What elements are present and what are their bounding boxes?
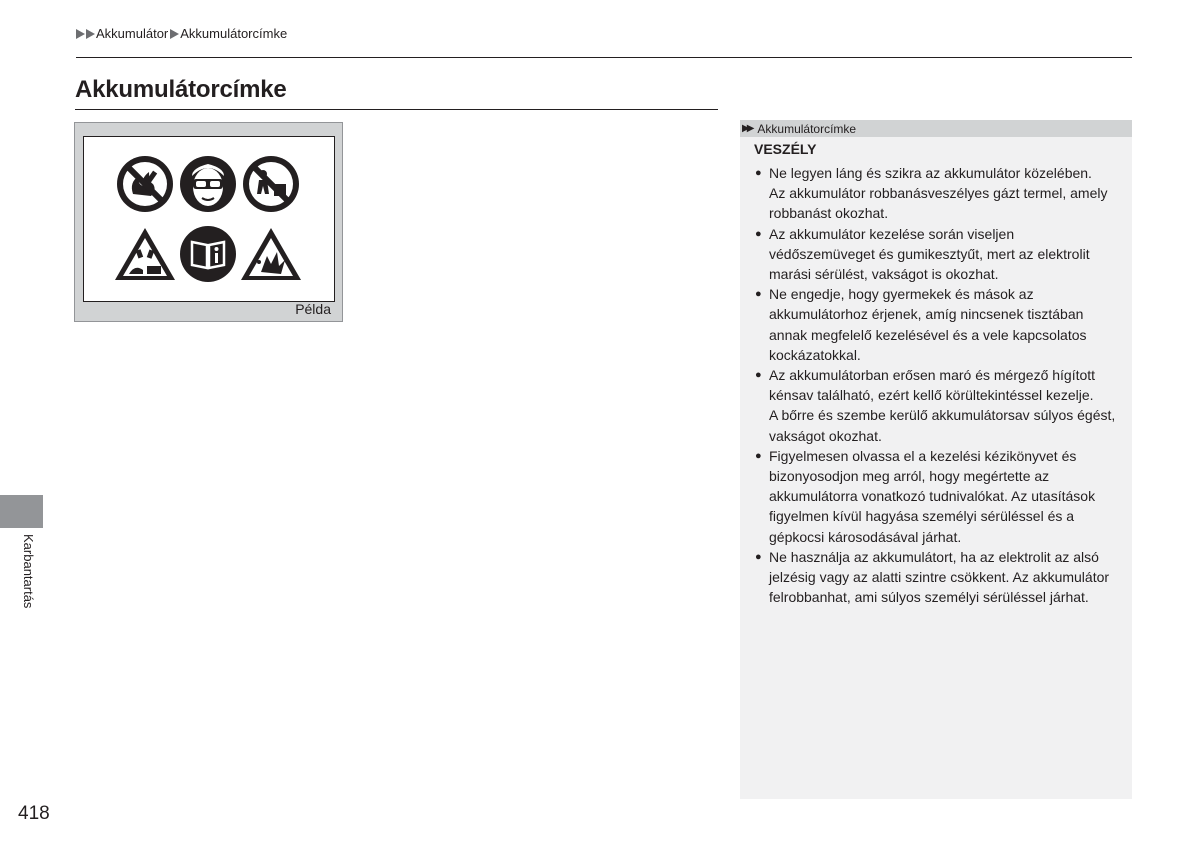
no-fire-icon [115, 154, 175, 214]
bullet-icon: ● [755, 369, 762, 382]
read-manual-icon [178, 224, 238, 284]
bullet-icon: ● [755, 550, 762, 563]
section-tab-label: Karbantartás [21, 534, 36, 609]
sidebar-panel [740, 120, 1132, 799]
bullet-icon: ● [755, 288, 762, 301]
bullet-icon: ● [755, 167, 762, 179]
list-item: ● Ne legyen láng és szikra az akkumulátor közelében. Az akkumulátor robbanásveszélyes gázt termel, amely robbanást okozhat. [755, 165, 1108, 222]
figure-caption: Példa [295, 301, 331, 317]
sidebar-heading [740, 120, 1132, 137]
header-rule [76, 57, 1132, 58]
page-number: 418 [18, 803, 50, 824]
warning-list [754, 163, 1124, 607]
double-chevron-icon: ▶▶ [742, 123, 752, 134]
list-item: ● Ne engedje, hogy gyermekek és mások az akkumulátorhoz érjenek, amíg nincsenek tisztában annak megfelelő kezelésével és a vele kapcsolatos kockázatokkal. [755, 286, 1087, 363]
bullet-icon: ● [755, 449, 762, 462]
section-tab-marker [0, 495, 43, 528]
keep-away-from-children-icon [241, 154, 301, 214]
corrosive-warning-icon [113, 224, 177, 284]
list-item: ● Ne használja az akkumulátort, ha az elektrolit az alsó jelzésig vagy az alatti szintre csökkent. Az akkumulátor felrobbanhat, ami súlyos személyi sérüléssel járhat. [755, 548, 1110, 606]
triangle-icon [170, 29, 179, 39]
title-rule [75, 109, 718, 110]
explosion-warning-icon [239, 224, 303, 284]
battery-label [83, 136, 335, 302]
page-title: Akkumulátorcímke [75, 76, 287, 103]
danger-heading: VESZÉLY [754, 141, 817, 157]
triangle-icon [76, 29, 85, 39]
battery-label-figure [74, 122, 343, 322]
breadcrumb-level2[interactable]: Akkumulátorcímke [180, 26, 288, 41]
triangle-icon [86, 29, 95, 39]
eye-protection-icon [178, 154, 238, 214]
breadcrumb-level1[interactable]: Akkumulátor [96, 26, 169, 41]
bullet-icon: ● [755, 227, 762, 240]
sidebar-heading-label: Akkumulátorcímke [757, 121, 857, 136]
breadcrumb [76, 26, 287, 41]
list-item: ● Figyelmesen olvassa el a kezelési kézikönyvet és bizonyosodjon meg arról, hogy megértette az akkumulátorra vonatkozó tudnivalókat. Az utasítások figyelmen kívül hagyása személyi sérüléssel és a gépkocsi károsodásával járhat. [755, 447, 1096, 545]
list-item: ● Az akkumulátor kezelése során viseljen védőszemüveget és gumikesztyűt, mert az elektrolit marási sérülést, vakságot is okozhat. [755, 225, 1090, 283]
list-item: ● Az akkumulátorban erősen maró és mérgező hígított kénsav található, ezért kellő körültekintéssel kezelje. A bőrre és szembe kerülő akkumulátorsav súlyos égést, vakságot okozhat. [755, 367, 1116, 444]
